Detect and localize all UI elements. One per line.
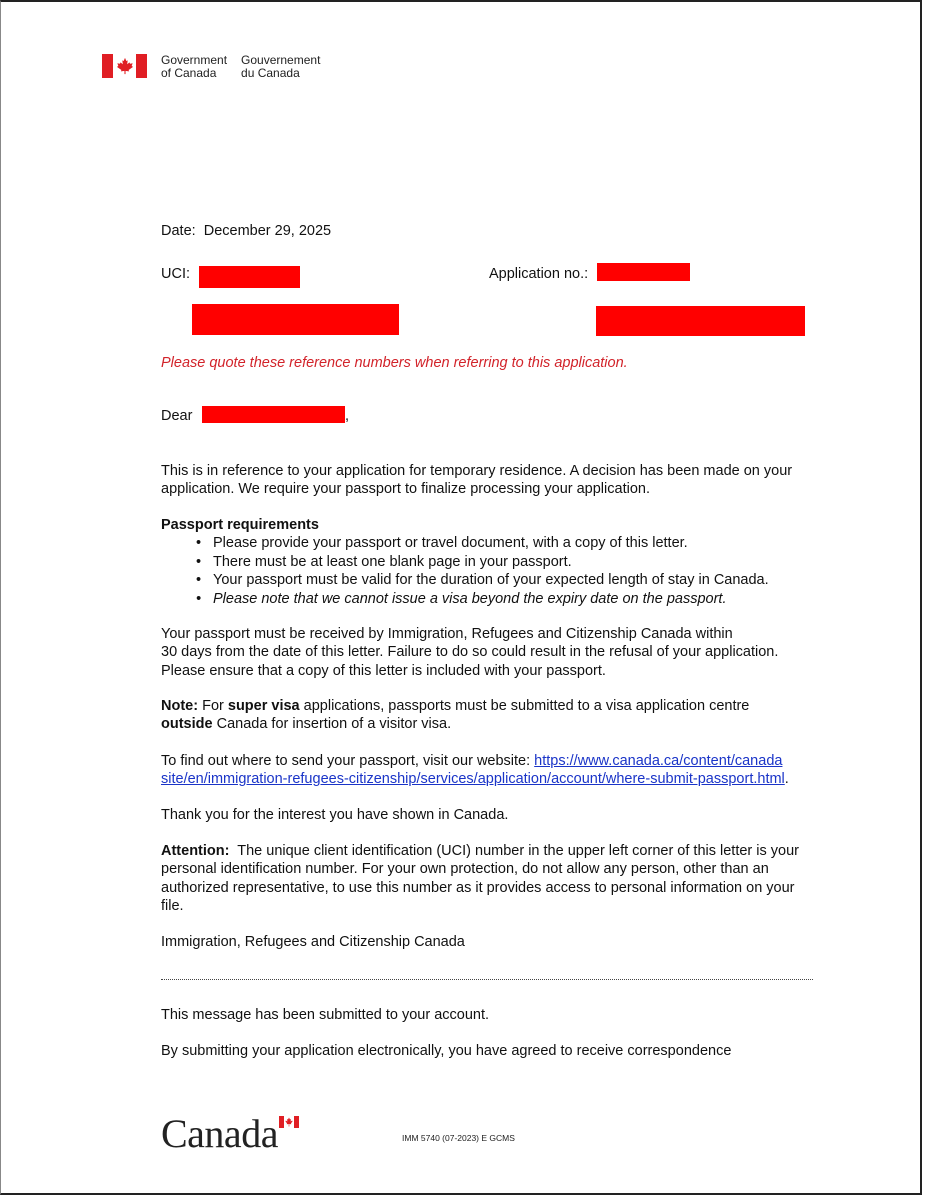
intro-paragraph: This is in reference to your application for temporary residence. A decision has been made on your application. We require your passport to finalize processing your application. xyxy=(161,463,793,498)
canada-wordmark: Canada xyxy=(161,1110,278,1157)
requirement-item: • Please note that we cannot issue a visa beyond the expiry date on the passport. xyxy=(213,590,821,608)
submitted-notice: This message has been submitted to your account. xyxy=(161,1007,490,1023)
canada-flag-icon xyxy=(102,54,147,78)
gov-name-en: Government of Canada xyxy=(161,53,228,80)
requirement-item: • There must be at least one blank page in your passport. xyxy=(213,553,821,571)
attention-paragraph: Attention: The unique client identification (UCI) number in the upper left corner of this letter is your personal identification number. For your own protection, do not allow any person, other than an authorized representative, to use this number as it provides access to personal information on your file. xyxy=(161,843,804,915)
salutation-comma: , xyxy=(345,408,350,424)
application-number-label: Application no.: xyxy=(489,266,589,282)
uci-redaction xyxy=(199,266,300,288)
super-visa-note: Note: For super visa applications, passports must be submitted to a visa application centre outside Canada for insertion of a visitor visa. xyxy=(161,698,750,733)
deadline-paragraph: Your passport must be received by Immigration, Refugees and Citizenship Canada within 30 days from the date of this letter. Failure to do so could result in the refusal of your application. Please ensure that a copy of this letter is included with your passport. xyxy=(161,626,779,679)
application-number-redaction xyxy=(597,263,690,281)
letter-date: Date: December 29, 2025 xyxy=(161,223,332,239)
where-submit-passport-link[interactable]: https://www.canada.ca/content/canada xyxy=(534,753,783,769)
form-code: IMM 5740 (07-2023) E GCMS xyxy=(402,1133,515,1143)
gov-name-fr: Gouvernement du Canada xyxy=(241,53,321,80)
wordmark-flag-icon xyxy=(279,1116,299,1128)
name-redaction-left xyxy=(192,304,399,335)
recipient-name-redaction xyxy=(202,406,345,423)
name-redaction-right xyxy=(596,306,805,336)
thanks-line: Thank you for the interest you have shown in Canada. xyxy=(161,807,509,823)
passport-requirements xyxy=(161,516,821,608)
uci-label: UCI: xyxy=(161,266,190,282)
salutation: Dear xyxy=(161,408,193,424)
quote-notice: Please quote these reference numbers when referring to this application. xyxy=(161,355,628,371)
requirement-item: • Your passport must be valid for the duration of your expected length of stay in Canada. xyxy=(213,571,821,589)
electronic-notice: By submitting your application electronically, you have agreed to receive correspondence xyxy=(161,1043,732,1059)
requirement-item: • Please provide your passport or travel document, with a copy of this letter. xyxy=(213,534,821,552)
separator xyxy=(161,979,813,980)
where-submit-passport-link-cont[interactable]: site/en/immigration-refugees-citizenship/services/application/account/where-submit-passport.html xyxy=(161,771,785,788)
gov-header xyxy=(102,54,320,80)
requirements-heading: Passport requirements xyxy=(161,517,319,533)
signature: Immigration, Refugees and Citizenship Canada xyxy=(161,934,465,950)
website-paragraph: To find out where to send your passport, visit our website: https://www.canada.ca/content/canada site/en/immigration-refugees-citizenship/services/application/account/where-submit-passport.html. xyxy=(161,753,789,788)
